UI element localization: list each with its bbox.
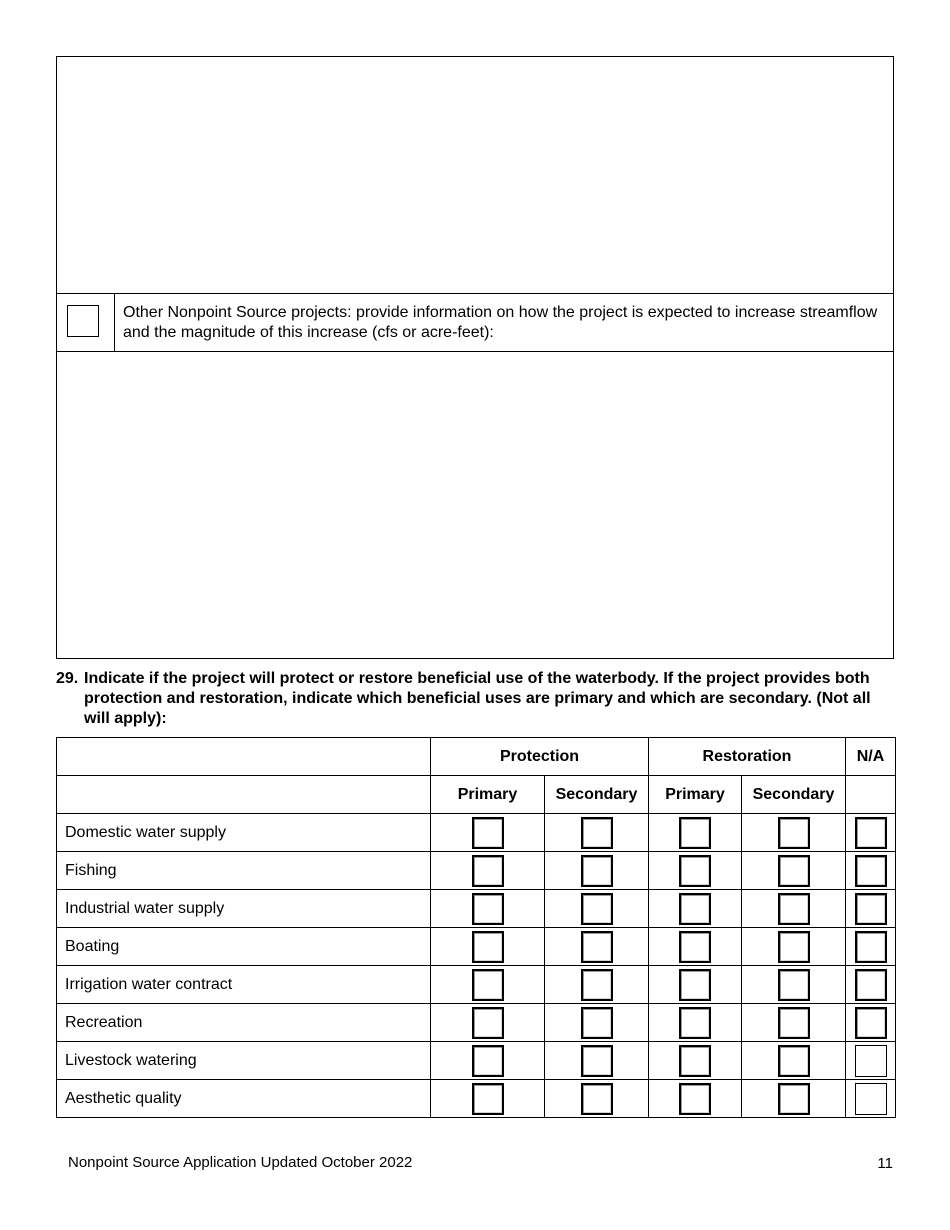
table-row [57, 852, 896, 890]
restoration-secondary-checkbox[interactable] [778, 1007, 810, 1039]
subheader-protection-primary: Primary [431, 776, 545, 814]
protection-secondary-checkbox[interactable] [581, 817, 613, 849]
table-row [57, 1042, 896, 1080]
question-29 [56, 669, 896, 729]
protection-primary-checkbox[interactable] [472, 969, 504, 1001]
restoration-secondary-checkbox[interactable] [778, 1045, 810, 1077]
table-row [57, 928, 896, 966]
other-nps-checkbox-cell [57, 294, 115, 351]
row-label: Recreation [57, 1004, 431, 1042]
other-nps-answer-box[interactable] [56, 351, 894, 659]
restoration-primary-checkbox[interactable] [679, 1083, 711, 1115]
na-checkbox[interactable] [855, 1083, 887, 1115]
table-sub-header-row [57, 776, 896, 814]
table-row [57, 890, 896, 928]
protection-primary-checkbox[interactable] [472, 1083, 504, 1115]
protection-secondary-checkbox[interactable] [581, 1045, 613, 1077]
restoration-secondary-checkbox[interactable] [778, 893, 810, 925]
protection-primary-checkbox[interactable] [472, 855, 504, 887]
table-row [57, 1004, 896, 1042]
header-na: N/A [846, 738, 896, 776]
subheader-protection-secondary: Secondary [545, 776, 649, 814]
other-nps-option-row [56, 293, 894, 352]
restoration-secondary-checkbox[interactable] [778, 931, 810, 963]
header-protection: Protection [431, 738, 649, 776]
restoration-primary-checkbox[interactable] [679, 931, 711, 963]
protection-secondary-checkbox[interactable] [581, 969, 613, 1001]
subheader-na-blank [846, 776, 896, 814]
header-restoration: Restoration [649, 738, 846, 776]
other-nps-checkbox[interactable] [67, 305, 99, 337]
restoration-primary-checkbox[interactable] [679, 1045, 711, 1077]
table-row [57, 966, 896, 1004]
page-number: 11 [877, 1155, 893, 1172]
protection-secondary-checkbox[interactable] [581, 855, 613, 887]
protection-secondary-checkbox[interactable] [581, 893, 613, 925]
protection-primary-checkbox[interactable] [472, 1007, 504, 1039]
header-blank [57, 738, 431, 776]
table-row [57, 1080, 896, 1118]
subheader-restoration-secondary: Secondary [742, 776, 846, 814]
row-label: Industrial water supply [57, 890, 431, 928]
protection-secondary-checkbox[interactable] [581, 1007, 613, 1039]
restoration-secondary-checkbox[interactable] [778, 817, 810, 849]
question-29-number: 29. [56, 670, 79, 687]
na-checkbox[interactable] [855, 931, 887, 963]
restoration-secondary-checkbox[interactable] [778, 855, 810, 887]
table-row [57, 814, 896, 852]
row-label: Boating [57, 928, 431, 966]
beneficial-use-table [56, 737, 896, 1118]
protection-primary-checkbox[interactable] [472, 893, 504, 925]
restoration-primary-checkbox[interactable] [679, 1007, 711, 1039]
restoration-primary-checkbox[interactable] [679, 817, 711, 849]
na-checkbox[interactable] [855, 1007, 887, 1039]
table-group-header-row [57, 738, 896, 776]
subheader-restoration-primary: Primary [649, 776, 742, 814]
na-checkbox[interactable] [855, 893, 887, 925]
na-checkbox[interactable] [855, 817, 887, 849]
subheader-blank [57, 776, 431, 814]
other-nps-label: Other Nonpoint Source projects: provide information on how the project is expected to increase streamflow and the magnitude of this increase (cfs or acre-feet): [123, 304, 878, 341]
na-checkbox[interactable] [855, 969, 887, 1001]
restoration-secondary-checkbox[interactable] [778, 969, 810, 1001]
row-label: Fishing [57, 852, 431, 890]
row-label: Domestic water supply [57, 814, 431, 852]
na-checkbox[interactable] [855, 1045, 887, 1077]
row-label: Livestock watering [57, 1042, 431, 1080]
row-label: Aesthetic quality [57, 1080, 431, 1118]
protection-secondary-checkbox[interactable] [581, 1083, 613, 1115]
restoration-secondary-checkbox[interactable] [778, 1083, 810, 1115]
protection-primary-checkbox[interactable] [472, 817, 504, 849]
na-checkbox[interactable] [855, 855, 887, 887]
footer-text: Nonpoint Source Application Updated October 2022 [68, 1154, 413, 1171]
protection-primary-checkbox[interactable] [472, 1045, 504, 1077]
question-29-text: Indicate if the project will protect or restore beneficial use of the waterbody. If the project provides both protection and restoration, indicate which beneficial uses are primary and which are secondary. (Not all will apply): [84, 670, 871, 727]
restoration-primary-checkbox[interactable] [679, 893, 711, 925]
restoration-primary-checkbox[interactable] [679, 855, 711, 887]
protection-secondary-checkbox[interactable] [581, 931, 613, 963]
restoration-primary-checkbox[interactable] [679, 969, 711, 1001]
row-label: Irrigation water contract [57, 966, 431, 1004]
protection-primary-checkbox[interactable] [472, 931, 504, 963]
answer-box-top[interactable] [56, 56, 894, 294]
